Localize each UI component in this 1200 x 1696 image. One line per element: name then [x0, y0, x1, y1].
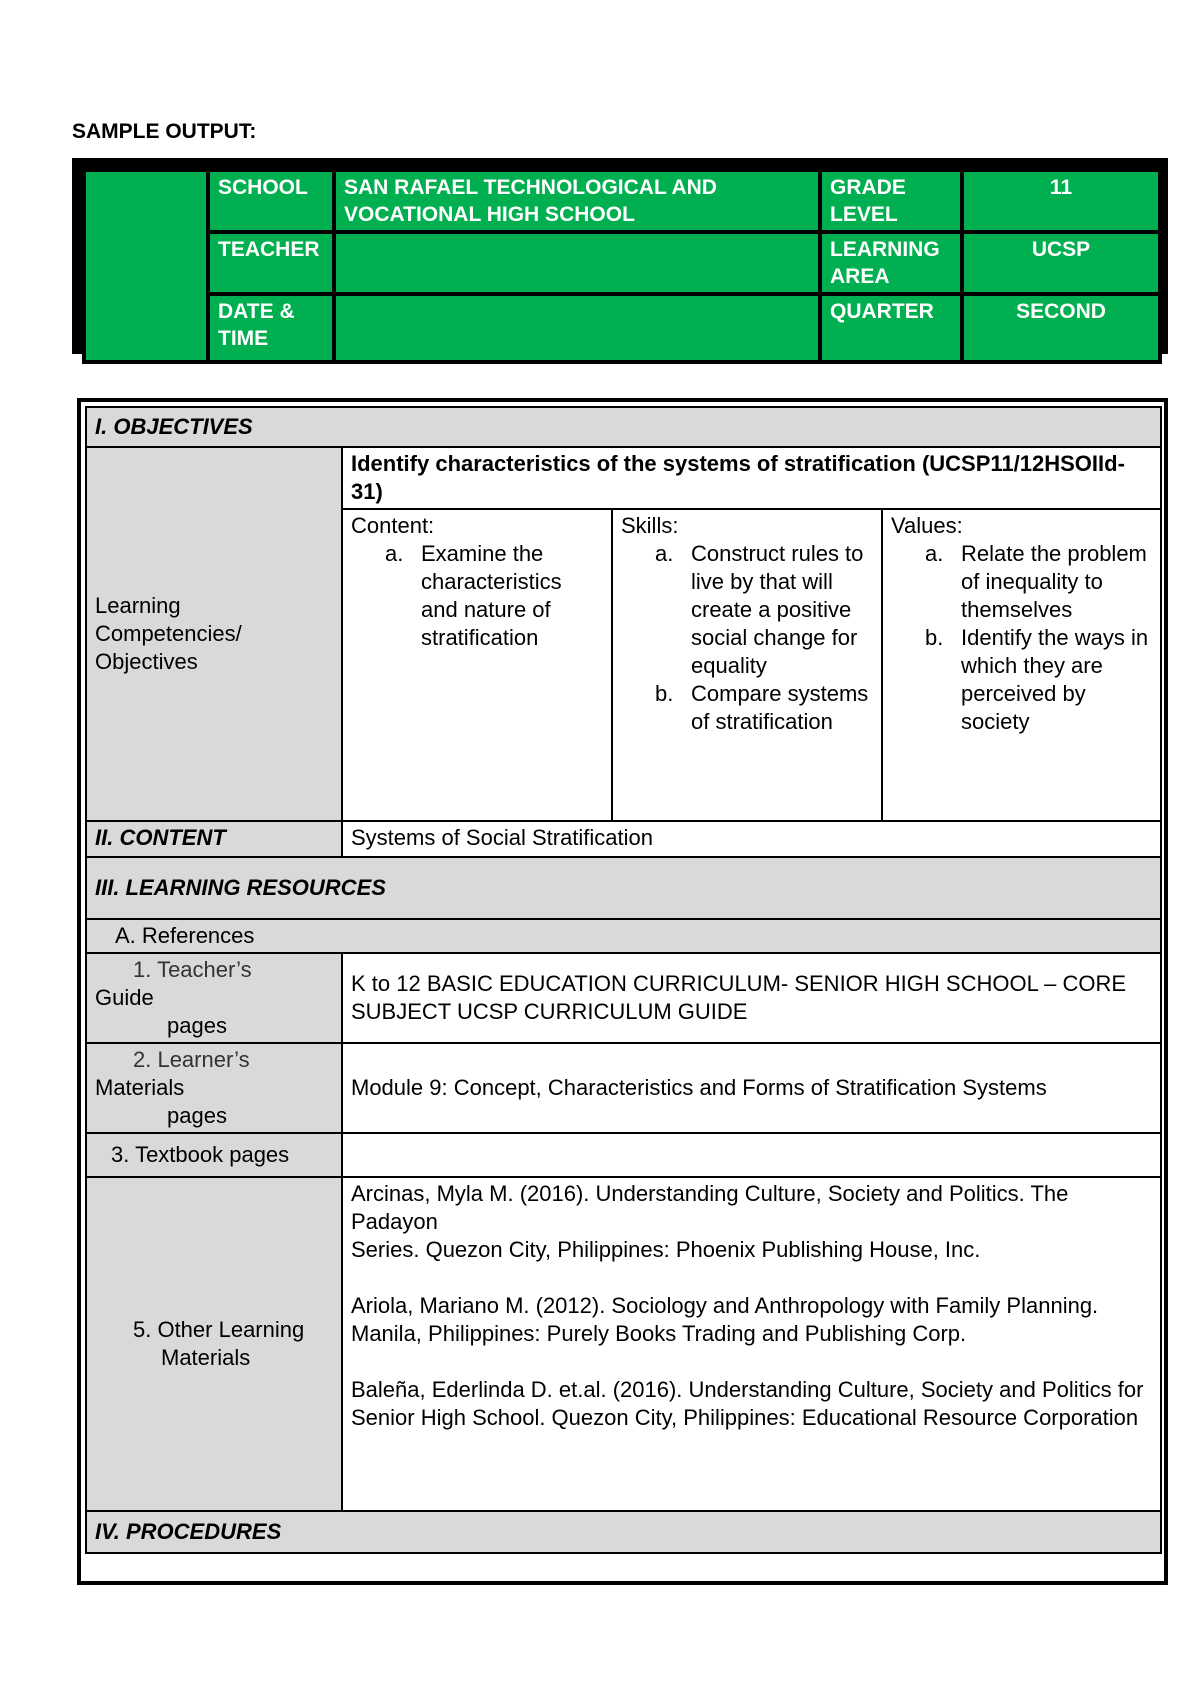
teacher-label: TEACHER	[208, 232, 334, 294]
content-objectives-cell	[342, 509, 612, 821]
list-item: a. Construct rules to live by that will create a positive social change for equality	[655, 541, 864, 678]
learning-resources-title: III. LEARNING RESOURCES	[86, 857, 1161, 919]
learning-area-label: LEARNING AREA	[820, 232, 962, 294]
content-objectives-list	[351, 540, 603, 652]
list-item: b. Compare systems of stratification	[655, 681, 869, 734]
quarter-label: QUARTER	[820, 294, 962, 362]
teachers-guide-value: K to 12 BASIC EDUCATION CURRICULUM- SENIOR HIGH SCHOOL – CORE SUBJECT UCSP CURRICULUM GUIDE	[342, 953, 1161, 1043]
learners-materials-label: 2. Learner’s Materials pages	[86, 1043, 342, 1133]
reference-item: Arcinas, Myla M. (2016). Understanding Culture, Society and Politics. The Padayon Series. Quezon City, Philippines: Phoenix Publishing House, Inc.	[351, 1181, 1069, 1262]
content-title: II. CONTENT	[86, 821, 342, 857]
list-item: a. Relate the problem of inequality to themselves	[925, 541, 1147, 622]
grade-level-label: GRADE LEVEL	[820, 170, 962, 232]
teacher-value	[334, 232, 820, 294]
list-item: b. Identify the ways in which they are perceived by society	[925, 625, 1149, 734]
other-materials-label: 5. Other Learning Materials	[86, 1177, 342, 1511]
page-heading: SAMPLE OUTPUT:	[72, 120, 257, 143]
values-objectives-cell	[882, 509, 1161, 821]
list-item: a. Examine the characteristics and nature of stratification	[385, 541, 562, 650]
skills-objectives-label: Skills:	[621, 513, 679, 538]
learners-materials-value: Module 9: Concept, Characteristics and Forms of Stratification Systems	[342, 1043, 1161, 1133]
date-time-label: DATE & TIME	[208, 294, 334, 362]
skills-objectives-list	[621, 540, 873, 736]
other-materials-value	[342, 1177, 1161, 1511]
content-value: Systems of Social Stratification	[342, 821, 1161, 857]
competency-statement: Identify characteristics of the systems of stratification (UCSP11/12HSOIId-31)	[342, 447, 1161, 509]
school-value: SAN RAFAEL TECHNOLOGICAL AND VOCATIONAL HIGH SCHOOL	[334, 170, 820, 232]
content-objectives-label: Content:	[351, 513, 435, 538]
values-objectives-list	[891, 540, 1152, 736]
competencies-label: Learning Competencies/ Objectives	[86, 447, 342, 821]
school-header-table	[72, 158, 1168, 354]
learning-area-value: UCSP	[962, 232, 1160, 294]
textbook-pages-value	[342, 1133, 1161, 1177]
skills-objectives-cell	[612, 509, 882, 821]
grade-level-value: 11	[962, 170, 1160, 232]
reference-item: Baleña, Ederlinda D. et.al. (2016). Understanding Culture, Society and Politics for Senior High School. Quezon City, Philippines: Educational Resource Corporation	[351, 1377, 1144, 1430]
header-blank-cell	[84, 170, 208, 362]
objectives-title: I. OBJECTIVES	[86, 407, 1161, 447]
school-label: SCHOOL	[208, 170, 334, 232]
teachers-guide-label: 1. Teacher’s Guide pages	[86, 953, 342, 1043]
references-label: A. References	[86, 919, 1161, 953]
procedures-title: IV. PROCEDURES	[86, 1511, 1161, 1553]
reference-item: Ariola, Mariano M. (2012). Sociology and Anthropology with Family Planning. Manila, Philippines: Purely Books Trading and Publishing Corp.	[351, 1293, 1099, 1346]
date-time-value	[334, 294, 820, 362]
textbook-pages-label: 3. Textbook pages	[86, 1133, 342, 1177]
values-objectives-label: Values:	[891, 513, 963, 538]
lesson-plan-table	[77, 398, 1168, 1585]
quarter-value: SECOND	[962, 294, 1160, 362]
